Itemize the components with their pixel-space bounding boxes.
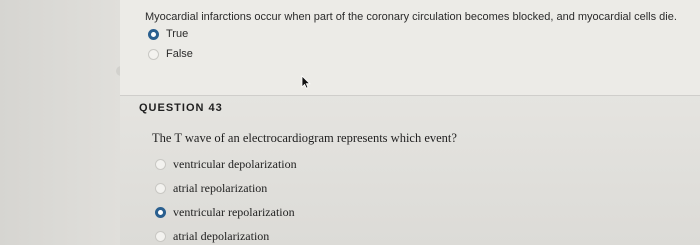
option-false-label: False [166, 48, 193, 60]
radio-atrial-depolarization[interactable] [155, 231, 166, 242]
option-ventricular-depolarization-label: ventricular depolarization [173, 157, 297, 171]
mouse-pointer-icon [301, 75, 311, 89]
question-header: QUESTION 43 [139, 102, 223, 114]
option-atrial-depolarization[interactable] [155, 229, 269, 244]
radio-atrial-repolarization[interactable] [155, 183, 166, 194]
radio-true[interactable] [148, 29, 159, 40]
option-atrial-depolarization-label: atrial depolarization [173, 229, 270, 243]
option-ventricular-repolarization-label: ventricular repolarization [173, 205, 295, 219]
option-true[interactable] [148, 28, 188, 40]
question-text: The T wave of an electrocardiogram represents which event? [152, 131, 457, 145]
radio-ventricular-depolarization[interactable] [155, 159, 166, 170]
option-ventricular-depolarization[interactable] [155, 157, 297, 172]
section-divider [120, 95, 700, 96]
option-false[interactable] [148, 48, 193, 60]
previous-question-text: Myocardial infarctions occur when part of the coronary circulation becomes blocked, and myocardial cells die. [145, 11, 677, 23]
option-atrial-repolarization[interactable] [155, 181, 267, 196]
option-true-label: True [166, 28, 189, 40]
left-margin [0, 0, 120, 245]
radio-ventricular-repolarization[interactable] [155, 207, 166, 218]
option-atrial-repolarization-label: atrial repolarization [173, 181, 268, 195]
radio-false[interactable] [148, 49, 159, 60]
option-ventricular-repolarization[interactable] [155, 205, 295, 220]
